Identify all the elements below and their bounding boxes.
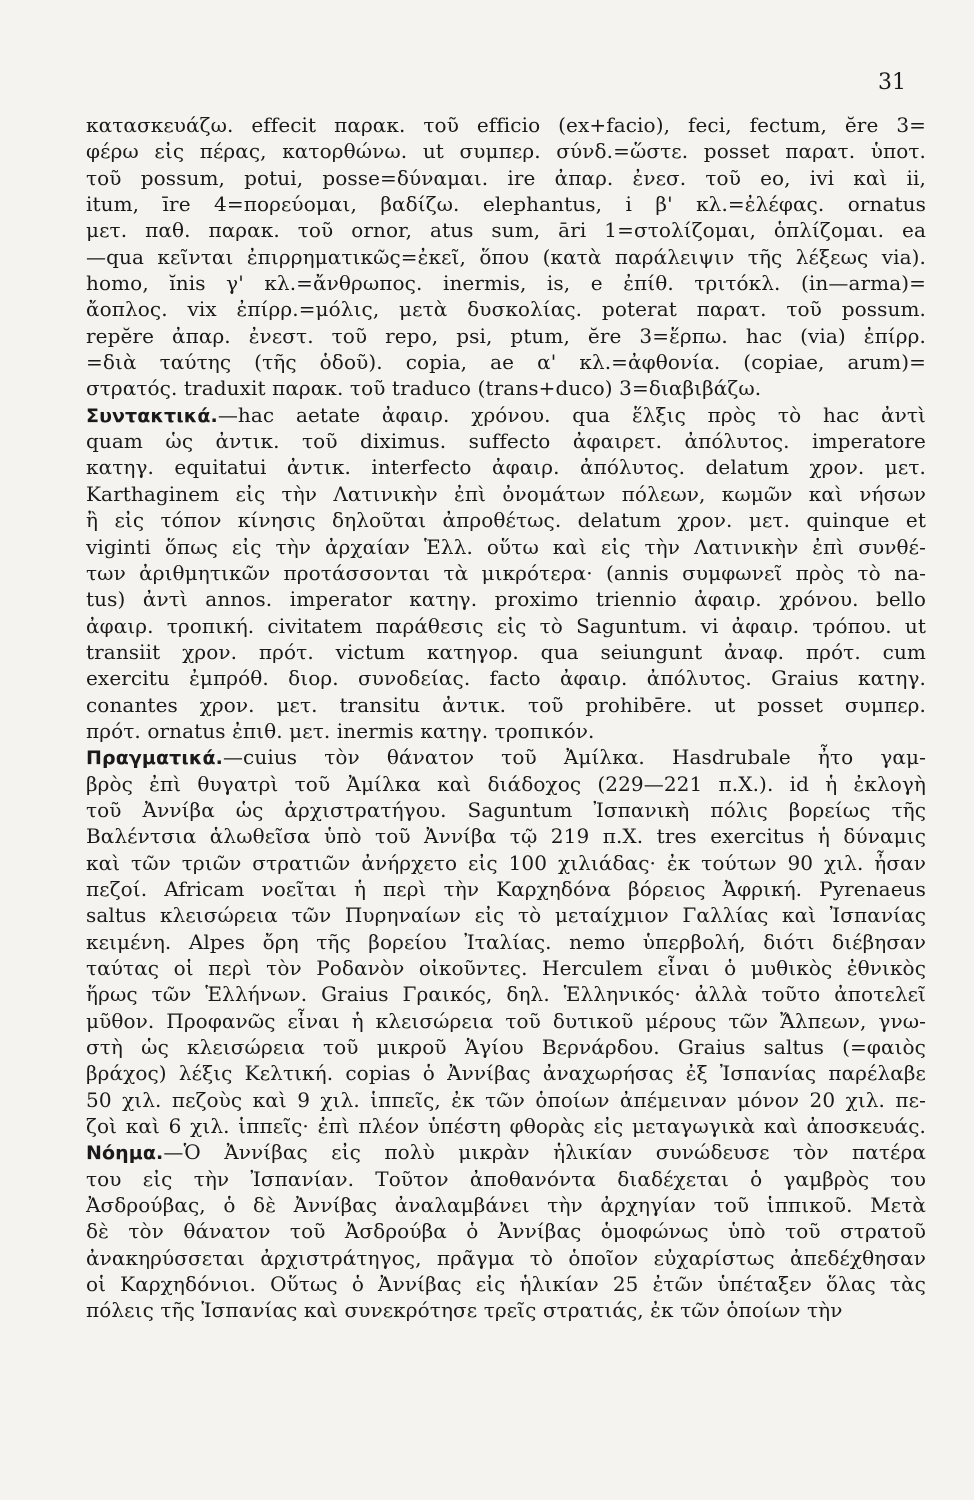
text-line bbox=[86, 270, 926, 296]
text-line bbox=[86, 850, 926, 876]
text-line bbox=[86, 929, 926, 955]
text-line bbox=[86, 191, 926, 217]
body-text bbox=[86, 112, 926, 1324]
line-text: των ἀριθμητικῶν προτάσσονται τὰ μικρότερα· (annis συμφωνεῖ πρὸς τὸ na- bbox=[86, 560, 926, 585]
text-line bbox=[86, 507, 926, 533]
text-line bbox=[86, 613, 926, 639]
line-text: saltus κλεισώρεια τῶν Πυρηναίων εἰς τὸ μεταίχμιον Γαλλίας καὶ Ἰσπανίας bbox=[86, 903, 926, 928]
text-line bbox=[86, 586, 926, 612]
text-line bbox=[86, 138, 926, 164]
line-text: κατασκευάζω. effecit παρακ. τοῦ efficio (ex+facio), feci, fectum, ĕre 3= bbox=[86, 113, 926, 137]
text-line bbox=[86, 1034, 926, 1060]
text-line bbox=[86, 1113, 926, 1139]
line-text: ἢ εἰς τόπον κίνησις δηλοῦται ἀπροθέτως. delatum χρον. μετ. quinque et bbox=[86, 508, 926, 533]
line-text: transiit χρον. πρότ. victum κατηγορ. qua seiungunt ἀναφ. πρότ. cum bbox=[86, 639, 926, 664]
text-line bbox=[86, 323, 926, 349]
text-line bbox=[86, 1008, 926, 1034]
text-line bbox=[86, 112, 926, 138]
page-number: 31 bbox=[878, 70, 906, 95]
line-text: conantes χρον. μετ. transitu ἀντικ. τοῦ prohibēre. ut posset συμπερ. bbox=[86, 692, 926, 717]
line-text: του εἰς τὴν Ἰσπανίαν. Τοῦτον ἀποθανόντα διαδέχεται ὁ γαμβρὸς του bbox=[86, 1166, 926, 1191]
text-line bbox=[86, 692, 926, 718]
line-text: μῦθον. Προφανῶς εἶναι ἡ κλεισώρεια τοῦ δυτικοῦ μέρους τῶν Ἄλπεων, γνω- bbox=[86, 1008, 926, 1033]
text-line bbox=[86, 481, 926, 507]
text-line bbox=[86, 823, 926, 849]
line-text: =διὰ ταύτης (τῆς ὁδοῦ). copia, ae α' κλ.=ἀφθονία. (copiae, arum)= bbox=[86, 350, 926, 375]
text-line bbox=[86, 718, 926, 744]
line-text: ζοὶ καὶ 6 χιλ. ἱππεῖς· ἐπὶ πλέον ὑπέστη φθορὰς εἰς μεταγωγικὰ καὶ ἀποσκευάς. bbox=[86, 1114, 926, 1139]
text-line bbox=[86, 349, 926, 375]
text-line bbox=[86, 1245, 926, 1271]
text-line bbox=[86, 744, 926, 770]
text-line bbox=[86, 1166, 926, 1192]
line-text: βράχος) λέξις Κελτική. copias ὁ Ἀννίβας ἀναχωρήσας ἐξ Ἰσπανίας παρέλαβε bbox=[86, 1061, 926, 1086]
line-text: Βαλέντσια ἁλωθεῖσα ὑπὸ τοῦ Ἀννίβα τῷ 219 π.Χ. tres exercitus ἡ δύναμις bbox=[86, 824, 926, 849]
line-text: ἄοπλος. vix ἐπίρρ.=μόλις, μετὰ δυσκολίας. poterat παρατ. τοῦ possum. bbox=[86, 297, 926, 322]
text-line bbox=[86, 1271, 926, 1297]
text-line bbox=[86, 1297, 926, 1323]
line-text: exercitu ἐμπρόθ. διορ. συνοδείας. facto ἀφαιρ. ἀπόλυτος. Graius κατηγ. bbox=[86, 666, 926, 691]
line-text: ἀνακηρύσσεται ἀρχιστράτηγος, πρᾶγμα τὸ ὁποῖον εὐχαρίστως ἀπεδέχθησαν bbox=[86, 1245, 926, 1270]
line-text: ἀφαιρ. τροπική. civitatem παράθεσις εἰς τὸ Saguntum. vi ἀφαιρ. τρόπου. ut bbox=[86, 613, 926, 638]
line-text: πεζοί. Africam νοεῖται ἡ περὶ τὴν Καρχηδόνα βόρειος Ἀφρική. Pyrenaeus bbox=[86, 876, 926, 901]
line-text: Karthaginem εἰς τὴν Λατινικὴν ἐπὶ ὀνομάτων πόλεων, κωμῶν καὶ νήσων bbox=[86, 481, 926, 506]
text-line bbox=[86, 534, 926, 560]
text-line bbox=[86, 797, 926, 823]
line-text: φέρω εἰς πέρας, κατορθώνω. ut συμπερ. σύνδ.=ὥστε. posset παρατ. ὑποτ. bbox=[86, 139, 926, 164]
line-text: itum, īre 4=πορεύομαι, βαδίζω. elephantus, i β' κλ.=ἐλέφας. ornatus bbox=[86, 192, 926, 217]
line-text: δὲ τὸν θάνατον τοῦ Ἀσδρούβα ὁ Ἀννίβας ὁμοφώνως ὑπὸ τοῦ στρατοῦ bbox=[86, 1219, 926, 1244]
line-text: τοῦ Ἀννίβα ὡς ἀρχιστρατήγου. Saguntum Ἰσπανικὴ πόλις βορείως τῆς bbox=[86, 797, 926, 822]
text-line bbox=[86, 1060, 926, 1086]
section-heading: Πραγματικά. bbox=[86, 747, 223, 770]
line-text: Ἀσδρούβας, ὁ δὲ Ἀννίβας ἀναλαμβάνει τὴν ἀρχηγίαν τοῦ ἱππικοῦ. Μετὰ bbox=[86, 1193, 926, 1218]
section-heading: Συντακτικά. bbox=[86, 404, 218, 427]
line-text: κειμένη. Alpes ὄρη τῆς βορείου Ἰταλίας. nemo ὑπερβολή, διότι διέβησαν bbox=[86, 929, 926, 954]
line-text: repĕre ἀπαρ. ἐνεστ. τοῦ repo, psi, ptum, ĕre 3=ἕρπω. hac (via) ἐπίρρ. bbox=[86, 323, 926, 348]
line-text: —Ὁ Ἀννίβας εἰς πολὺ μικρὰν ἡλικίαν συνώδευσε τὸν πατέρα bbox=[163, 1140, 926, 1165]
line-text: quam ὡς ἀντικ. τοῦ diximus. suffecto ἀφαιρετ. ἀπόλυτος. imperatore bbox=[86, 429, 926, 454]
line-text: στὴ ὡς κλεισώρεια τοῦ μικροῦ Ἁγίου Βερνάρδου. Graius saltus (=φαιὸς bbox=[86, 1035, 926, 1060]
text-line bbox=[86, 955, 926, 981]
line-text: οἱ Καρχηδόνιοι. Οὕτως ὁ Ἀννίβας εἰς ἡλικίαν 25 ἐτῶν ὑπέταξεν ὅλας τὰς bbox=[86, 1272, 926, 1297]
text-line bbox=[86, 1218, 926, 1244]
text-line bbox=[86, 428, 926, 454]
line-text: τοῦ possum, potui, posse=δύναμαι. ire ἀπαρ. ἐνεσ. τοῦ eo, ivi καὶ ii, bbox=[86, 165, 926, 190]
line-text: ἥρως τῶν Ἑλλήνων. Graius Γραικός, δηλ. Ἑλληνικός· ἀλλὰ τοῦτο ἀποτελεῖ bbox=[86, 982, 926, 1007]
text-line bbox=[86, 1139, 926, 1165]
line-text: viginti ὅπως εἰς τὴν ἀρχαίαν Ἑλλ. οὕτω καὶ εἰς τὴν Λατινικὴν ἐπὶ συνθέ- bbox=[86, 534, 926, 559]
text-line bbox=[86, 771, 926, 797]
line-text: —hac aetate ἀφαιρ. χρόνου. qua ἕλξις πρὸς τὸ hac ἀντὶ bbox=[217, 402, 926, 427]
text-line bbox=[86, 1192, 926, 1218]
text-line bbox=[86, 1087, 926, 1113]
text-line bbox=[86, 165, 926, 191]
line-text: στρατός. traduxit παρακ. τοῦ traduco (trans+duco) 3=διαβιβάζω. bbox=[86, 376, 762, 401]
line-text: —cuius τὸν θάνατον τοῦ Ἀμίλκα. Hasdrubale ἦτο γαμ- bbox=[222, 745, 926, 770]
text-line bbox=[86, 296, 926, 322]
text-line bbox=[86, 876, 926, 902]
line-text: —qua κεῖνται ἐπιρρηματικῶς=ἐκεῖ, ὅπου (κατὰ παράλειψιν τῆς λέξεως via). bbox=[86, 244, 926, 269]
text-line bbox=[86, 560, 926, 586]
line-text: μετ. παθ. παρακ. τοῦ ornor, atus sum, āri 1=στολίζομαι, ὁπλίζομαι. ea bbox=[86, 218, 926, 243]
line-text: 50 χιλ. πεζοὺς καὶ 9 χιλ. ἱππεῖς, ἐκ τῶν ὁποίων ἀπέμειναν μόνον 20 χιλ. πε- bbox=[86, 1087, 926, 1112]
line-text: homo, ĭnis γ' κλ.=ἄνθρωπος. inermis, is, e ἐπίθ. τριτόκλ. (in—arma)= bbox=[86, 271, 926, 296]
line-text: ταύτας οἱ περὶ τὸν Ροδανὸν οἰκοῦντες. Herculem εἶναι ὁ μυθικὸς ἐθνικὸς bbox=[86, 956, 926, 980]
text-line bbox=[86, 902, 926, 928]
text-line bbox=[86, 244, 926, 270]
line-text: κατηγ. equitatui ἀντικ. interfecto ἀφαιρ. ἀπόλυτος. delatum χρον. μετ. bbox=[86, 455, 926, 480]
text-line bbox=[86, 402, 926, 428]
line-text: καὶ τῶν τριῶν στρατιῶν ἀνήρχετο εἰς 100 χιλιάδας· ἐκ τούτων 90 χιλ. ἦσαν bbox=[86, 850, 926, 875]
line-text: πρότ. ornatus ἐπιθ. μετ. inermis κατηγ. τροπικόν. bbox=[86, 718, 595, 743]
text-line bbox=[86, 665, 926, 691]
text-line bbox=[86, 375, 926, 401]
text-line bbox=[86, 454, 926, 480]
text-line bbox=[86, 981, 926, 1007]
text-line bbox=[86, 217, 926, 243]
section-heading: Νόημα. bbox=[86, 1142, 164, 1165]
line-text: πόλεις τῆς Ἱσπανίας καὶ συνεκρότησε τρεῖς στρατιάς, ἐκ τῶν ὁποίων τὴν bbox=[86, 1298, 843, 1323]
text-line bbox=[86, 639, 926, 665]
line-text: tus) ἀντὶ annos. imperator κατηγ. proximo triennio ἀφαιρ. χρόνου. bello bbox=[86, 587, 926, 612]
line-text: βρὸς ἐπὶ θυγατρὶ τοῦ Ἀμίλκα καὶ διάδοχος (229—221 π.Χ.). id ἡ ἐκλογὴ bbox=[86, 771, 926, 796]
